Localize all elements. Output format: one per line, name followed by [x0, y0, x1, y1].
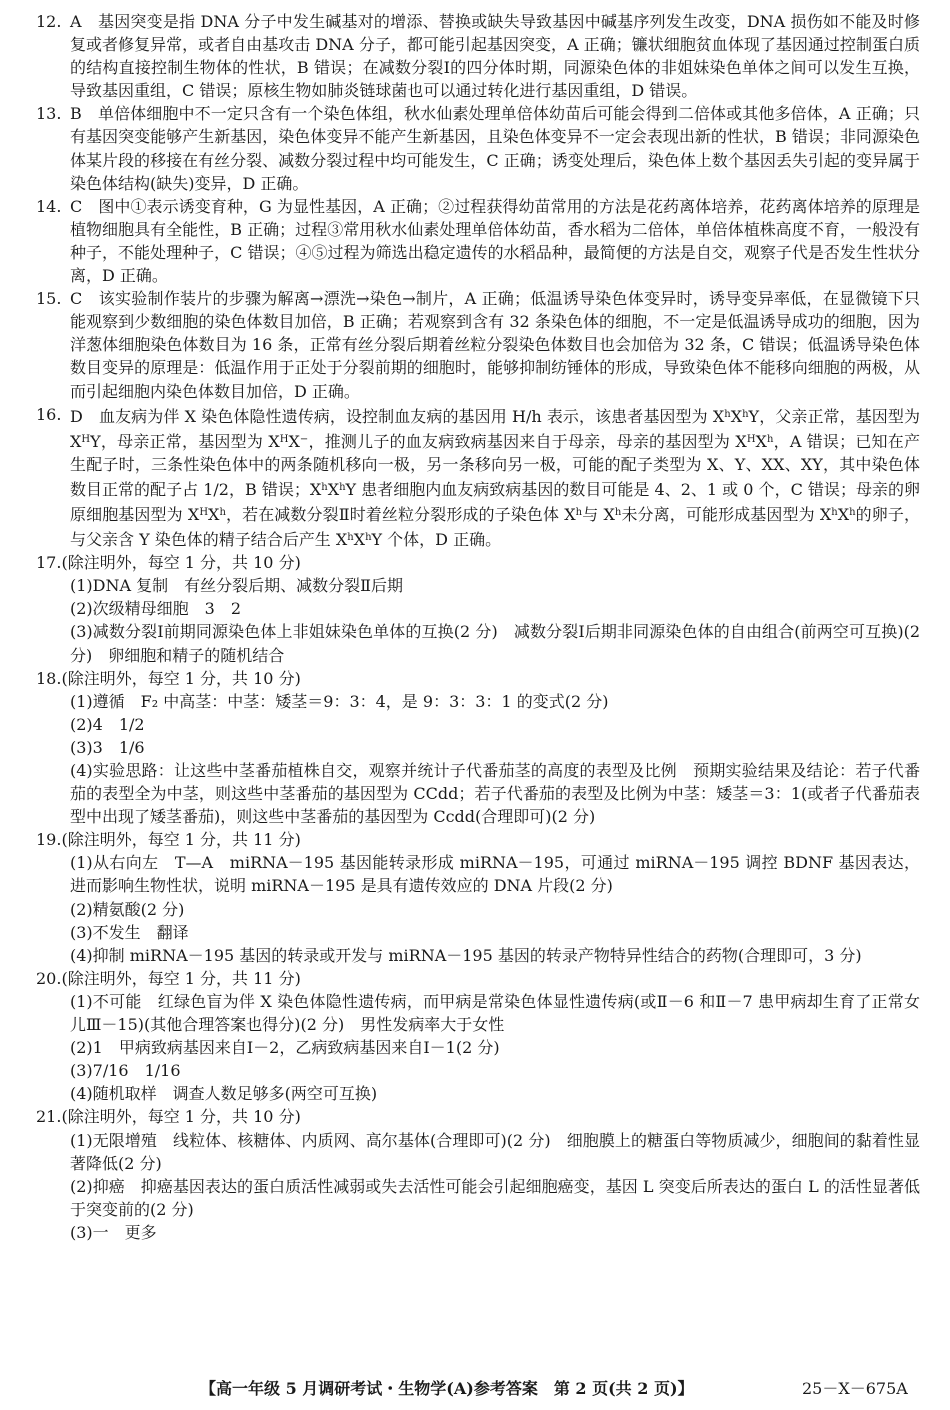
question-17-line: (3)减数分裂Ⅰ前期同源染色体上非姐妹染色单体的互换(2 分) 减数分裂Ⅰ后期非同源染色体的自由组合(前两空可互换)(2 分) 卵细胞和精子的随机结合	[70, 622, 920, 665]
footer-code: 25－X－675A	[802, 1379, 908, 1398]
item-text: 未分离，可能形成基因型为 X	[621, 504, 832, 524]
item-text: ，A 错误；已知在产生配子时，三条性染色体中的两条随机移向一极，另一条移向另一极，可能的配子类型为 X、Y、XX、XY，其中染色体数目正常的配子占 1/2，B 错误；X	[70, 431, 920, 499]
item-text: D 血友病为伴 X 染色体隐性遗传病，设控制血友病的基因用 H/h 表示，该患者基因型为 X	[70, 406, 725, 426]
superscript: H	[279, 433, 289, 445]
superscript: h	[321, 481, 328, 493]
item-text: Y，母亲正常，基因型为 X	[90, 431, 280, 451]
superscript: H	[81, 433, 91, 445]
question-19-header: 19.(除注明外，每空 1 分，共 11 分)	[36, 830, 301, 850]
item-text: Y 患者细胞内血友病致病基因的数目可能是 4、2、1 或 0 个，C 错误；母亲的卵原细胞基因型为 X	[70, 479, 920, 524]
item-text: ，推测儿子的血友病致病基因来自于母亲，母亲的基因型为 X	[308, 431, 747, 451]
question-19-line: (3)不发生 翻译	[70, 922, 189, 942]
question-19-line: (4)抑制 miRNA－195 基因的转录或开发与 miRNA－195 基因的转录产物特异性结合的药物(合理即可，3 分)	[70, 945, 862, 965]
question-18-header: 18.(除注明外，每空 1 分，共 10 分)	[36, 668, 301, 688]
superscript: h	[849, 506, 856, 518]
superscript: h	[831, 506, 838, 518]
superscript: h	[365, 532, 372, 544]
question-18-line: (4)实验思路：让这些中茎番茄植株自交，观察并统计子代番茄茎的高度的表型及比例 预期实验结果及结论：若子代番茄的表型全为中茎，则这些中茎番茄的基因型为 CCdd；若子代番茄的表型及比例为中茎：矮茎＝3：1(或者子代番茄表型中出现了矮茎番茄)，则这些中茎番茄的基因型为 Ccdd(合理即可)(2 分)	[70, 761, 920, 827]
superscript: h	[614, 506, 622, 518]
item-number: 16.	[36, 404, 62, 424]
superscript: h	[347, 532, 354, 544]
superscript: −	[299, 433, 309, 445]
item-number: 13.	[36, 104, 62, 124]
answer-item-13	[36, 102, 920, 194]
question-21-line: (1)无限增殖 线粒体、核糖体、内质网、高尔基体(合理即可)(2 分) 细胞膜上的糖蛋白等物质减少，细胞间的黏着性显著降低(2 分)	[70, 1130, 920, 1173]
answer-item-14	[36, 195, 920, 287]
question-19-line: (2)精氨酸(2 分)	[70, 899, 185, 919]
answer-document	[36, 10, 920, 1244]
superscript: H	[199, 506, 209, 518]
superscript: h	[766, 433, 774, 445]
superscript: H	[746, 433, 756, 445]
answer-item-15	[36, 287, 920, 402]
question-20-line: (4)随机取样 调查人数足够多(两空可互换)	[70, 1084, 378, 1104]
question-21-line: (3)一 更多	[70, 1222, 157, 1242]
item-text: C 该实验制作装片的步骤为解离→漂洗→染色→制片，A 正确；低温诱导染色体变异时，诱导变异率低，在显微镜下只能观察到少数细胞的染色体数目加倍，B 正确；若观察到含有 32 条染色体的细胞，不一定是低温诱导成功的细胞，因为洋葱体细胞染色体数目为 16 条，正常有丝分裂后期着丝粒分裂染色体数目也会加倍为 32 条，C 错误；低温诱导染色体数目变异的原理是：低温作用于正处于分裂前期的细胞时，能够抑制纺锤体的形成，导致染色体不能移向细胞的两极，从而引起细胞内染色体数目加倍，D 正确。	[70, 289, 920, 401]
question-20-header: 20.(除注明外，每空 1 分，共 11 分)	[36, 968, 301, 988]
question-17-header: 17.(除注明外，每空 1 分，共 10 分)	[36, 553, 301, 573]
item-text: X	[288, 431, 300, 451]
item-number: 12.	[36, 12, 62, 31]
superscript: h	[724, 408, 731, 420]
item-text: Y 个体，D 正确。	[371, 530, 502, 550]
item-text: C 图中①表示诱变育种，G 为显性基因，A 正确；②过程获得幼苗常用的方法是花药离体培养，花药离体培养的原理是植物细胞具有全能性，B 正确；过程③常用秋水仙素处理单倍体幼苗，香水稻为二倍体，单倍体植株高度不育，一般没有种子，不能处理种子，C 错误；④⑤过程为筛选出稳定遗传的水稻品种，最简便的方法是自交，观察子代是否发生性状分离，D 正确。	[70, 196, 920, 286]
item-text: 的卵子，与父亲含 Y 染色体的精子结合后产生 X	[70, 504, 920, 550]
item-text: ，若在减数分裂Ⅱ时着丝粒分裂形成的子染色体 X	[225, 504, 576, 524]
superscript: h	[742, 408, 749, 420]
question-21-line: (2)抑癌 抑癌基因表达的蛋白质活性减弱或失去活性可能会引起细胞癌变，基因 L 突变后所表达的蛋白 L 的活性显著低于突变前的(2 分)	[70, 1176, 920, 1219]
question-21-header: 21.(除注明外，每空 1 分，共 10 分)	[36, 1107, 301, 1127]
question-18-line: (1)遵循 F₂ 中高茎：中茎：矮茎＝9：3：4，是 9：3：3：1 的变式(2 分)	[70, 691, 609, 711]
question-19-line: (1)从右向左 T—A miRNA－195 基因能转录形成 miRNA－195，可通过 miRNA－195 调控 BDNF 基因表达，进而影响生物性状，说明 miRNA－195 是具有遗传效应的 DNA 片段(2 分)	[70, 853, 920, 896]
superscript: h	[575, 506, 583, 518]
item-text: B 单倍体细胞中不一定只含有一个染色体组，秋水仙素处理单倍体幼苗后可能会得到二倍体或其他多倍体，A 正确；只有基因突变能够产生新基因，染色体变异不能产生新基因，且染色体变异不一定会表现出新的性状，B 错误；非同源染色体某片段的移接在有丝分裂、减数分裂过程中均可能发生，C 正确；诱变处理后，染色体上数个基因丢失引起的变异属于染色体结构(缺失)变异，D 正确。	[70, 104, 920, 193]
question-20-line: (3)7/16 1/16	[70, 1061, 181, 1081]
footer-title: 【高一年级 5 月调研考试・生物学(A)参考答案 第 2 页(共 2 页)】	[200, 1379, 694, 1398]
question-20-line: (2)1 甲病致病基因来自Ⅰ－2，乙病致病基因来自Ⅰ－1(2 分)	[70, 1038, 500, 1058]
question-20-line: (1)不可能 红绿色盲为伴 X 染色体隐性遗传病，而甲病是常染色体显性遗传病(或Ⅱ－6 和Ⅱ－7 患甲病却生育了正常女儿Ⅲ－15)(其他合理答案也得分)(2 分) 男性发病率大于女性	[70, 991, 920, 1035]
question-18-line: (3)3 1/6	[70, 737, 145, 757]
superscript: h	[219, 506, 226, 518]
item-text: 与 X	[582, 504, 615, 524]
answer-item-16: 16. D 血友病为伴 X 染色体隐性遗传病，设控制血友病的基因用 H/h 表示，该患者基因型为 $X^hX^hY$，父亲正常，基因型为$X^HY$，母亲正常，基因型为 $X^HX^-$，推测儿子的血友病致病基因来自于母亲，母亲的基因型为 $X^HX^h$，A 错误；已知在产生配子时，三条性染色体中的两条随机移向一极，另一条移向另一极，可能的配子类型为 X、Y、XX、XY，其中染色体数目正常的配子占 1/2，B 错误；$X^hX^hY$ 患者细胞内血友病致病基因的数目可能是 4、2、1 或 0 个，C 错误；母亲的卵原细胞基因型为 $X^HX^h$，若在减数分裂Ⅱ时着丝粒分裂形成的子染色体 $X^h$与 $X^h$未分离，可能形成基因型为 $X^hX^h$的卵子，与父亲含 Y 染色体的精子结合后产生 $X^hX^hY$ 个体，D 正确。	[36, 404, 920, 550]
item-number: 15.	[36, 289, 62, 309]
superscript: h	[339, 481, 346, 493]
question-17-line: (1)DNA 复制 有丝分裂后期、减数分裂Ⅱ后期	[70, 576, 404, 596]
item-number: 14.	[36, 196, 62, 216]
question-18-line: (2)4 1/2	[70, 714, 145, 734]
answer-item-12	[36, 10, 920, 102]
item-text: A 基因突变是指 DNA 分子中发生碱基对的增添、替换或缺失导致基因中碱基序列发生改变，DNA 损伤如不能及时修复或者修复异常，或者自由基攻击 DNA 分子，都可能引起基因突变，A 正确；镰状细胞贫血体现了基因通过控制蛋白质的结构直接控制生物体的性状，B 错误；在减数分裂Ⅰ的四分体时期，同源染色体的非姐妹染色单体之间可以发生互换，导致基因重组，C 错误；原核生物如肺炎链球菌也可以通过转化进行基因重组，D 错误。	[70, 12, 920, 101]
question-17-line: (2)次级精母细胞 3 2	[70, 599, 242, 619]
item-text: Y，父亲正常，基因型为X	[70, 406, 920, 451]
